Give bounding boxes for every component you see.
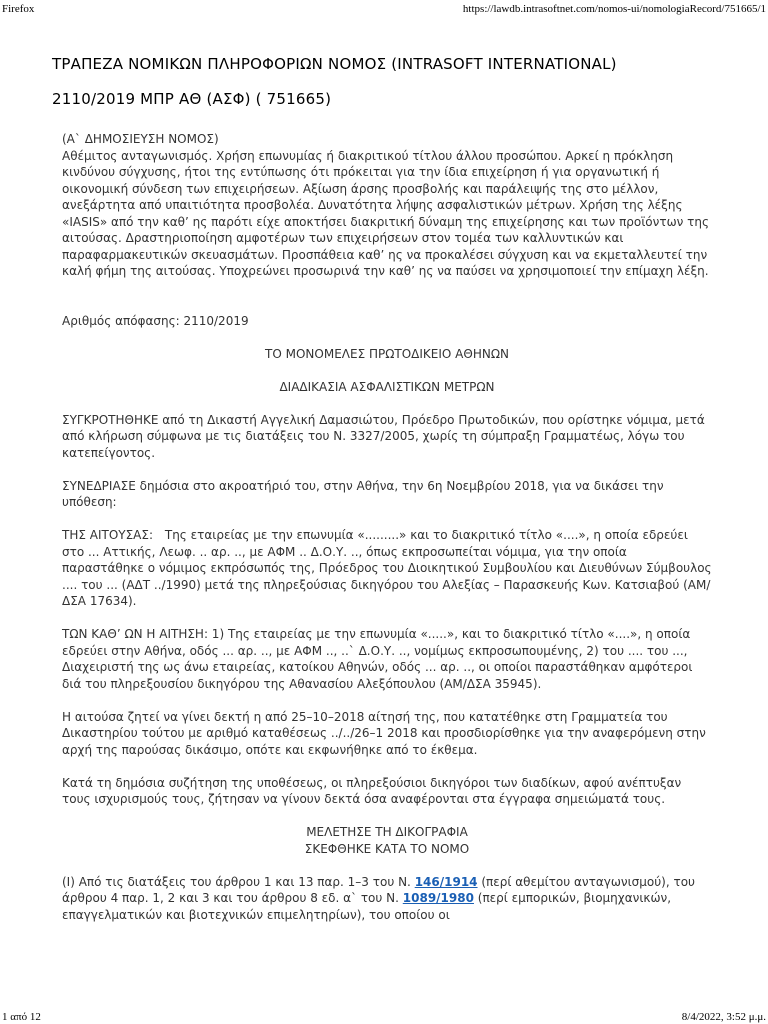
- respondents-paragraph: ΤΩΝ ΚΑΘ’ ΩΝ Η ΑΙΤΗΣΗ: 1) Της εταιρείας με την επωνυμία «.....», και το διακριτικό τίτλο «....», η οποία εδρεύει στην Αθήνα, οδός ... αρ. .., με ΑΦΜ .., ..` Δ.Ο.Υ. .., νομίμως εκπροσωπουμένης, 2) του .... του ..., Διαχειριστή της ως άνω εταιρείας, κατοίκου Αθηνών, οδός ... αρ. .., οι οποίοι παραστάθηκαν αμφότεροι διά του πληρεξουσίου δικηγόρου της Αθανασίου Αλεξόπουλου (ΑΜ/ΔΣΑ 35945).: [62, 627, 693, 691]
- summary-text: Αθέμιτος ανταγωνισμός. Χρήση επωνυμίας ή διακριτικού τίτλου άλλου προσώπου. Αρκεί η πρόκληση κινδύνου σύγχυσης, ήτοι της εντύπωσης ότι πρόκειται για την ίδια επιχείρηση ή για οργανωτική ή οικονομική σύνδεση των επιχειρήσεων. Αξίωση άρσης προσβολής και παράλειψής της στο μέλλον, ανεξάρτητα από υπαιτιότητα προσβολέα. Δυνατότητα λήψης ασφαλιστικών μέτρων. Χρήση της λέξης «IASIS» από την καθ’ ης παρότι είχε αποκτήσει διακριτική δύναμη της επιχείρησης και των προϊόντων της αιτούσας. Δραστηριοποίηση αμφοτέρων των επιχειρήσεων στον τομέα των καλλυντικών και παραφαρμακευτικών σκευασμάτων. Προσπάθεια καθ’ ης να προκαλέσει σύγχυση και να εκμεταλλευτεί την καλή φήμη της αιτούσας. Υποχρεώνει προσωρινά την καθ’ ης να παύσει να χρησιμοποιεί την επίμαχη λέξη.: [62, 148, 710, 278]
- database-title: ΤΡΑΠΕΖΑ ΝΟΜΙΚΩΝ ΠΛΗΡΟΦΟΡΙΩΝ ΝΟΜΟΣ (INTRASOFT INTERNATIONAL): [52, 55, 617, 73]
- law-146-1914-link[interactable]: 146/1914: [414, 874, 478, 889]
- applicant-paragraph: [62, 527, 712, 610]
- court-name: ΤΟ ΜΟΝΟΜΕΛΕΣ ΠΡΩΤΟΔΙΚΕΙΟ ΑΘΗΝΩΝ: [265, 346, 509, 361]
- page-counter: 1 από 12: [2, 1011, 41, 1023]
- document-body: [62, 131, 712, 940]
- legal-text-part: (περί αθεμίτου ανταγωνισμού), του άρθρου 4 παρ. 1, 2 και 3 και του άρθρου 8 εδ. α` του Ν.: [62, 874, 695, 905]
- browser-name: Firefox: [2, 3, 35, 15]
- considered-heading: ΣΚΕΦΘΗΚΕ ΚΑΤΑ ΤΟ ΝΟΜΟ: [304, 841, 470, 856]
- composition-paragraph: ΣΥΓΚΡΟΤΗΘΗΚΕ από τη Δικαστή Αγγελική Δαμασιώτου, Πρόεδρο Πρωτοδικών, που ορίστηκε νόμιμα, μετά από κλήρωση σύμφωνα με τις διατάξεις του Ν. 3327/2005, χωρίς τη σύμπραξη Γραμματέως, λόγω του κατεπείγοντος.: [62, 412, 705, 460]
- legal-text-part: (Ι) Από τις διατάξεις του άρθρου 1 και 13 παρ. 1–3 του Ν.: [62, 874, 415, 889]
- summary-block: [62, 131, 712, 280]
- request-paragraph: Η αιτούσα ζητεί να γίνει δεκτή η από 25–10–2018 αίτησή της, που κατατέθηκε στη Γραμματεία του Δικαστηρίου τούτου με αριθμό καταθέσεως ../../26–1 2018 και προσδιορίσθηκε για την αναφερόμενη στην αρχή της παρούσας δικάσιμο, οπότε και εκφωνήθηκε από το έκθεμα.: [62, 709, 706, 757]
- decision-number: Αριθμός απόφασης: 2110/2019: [62, 313, 249, 328]
- print-header: [0, 2, 768, 16]
- publication-note: (Α` ΔΗΜΟΣΙΕΥΣΗ ΝΟΜΟΣ): [62, 132, 219, 146]
- hearing-paragraph: Κατά τη δημόσια συζήτηση της υποθέσεως, οι πληρεξούσιοι δικηγόροι των διαδίκων, αφού ανέπτυξαν τους ισχυρισμούς τους, ζήτησαν να γίνουν δεκτά όσα αναφέρονται στα έγγραφα σημειώματά τους.: [62, 775, 682, 806]
- procedure-heading: ΔΙΑΔΙΚΑΣΙΑ ΑΣΦΑΛΙΣΤΙΚΩΝ ΜΕΤΡΩΝ: [279, 379, 495, 394]
- print-footer: [0, 1010, 768, 1024]
- deliberation-heading: [62, 824, 712, 857]
- page-url: https://lawdb.intrasoftnet.com/nomos-ui/nomologiaRecord/751665/1: [462, 3, 766, 15]
- session-paragraph: ΣΥΝΕΔΡΙΑΣΕ δημόσια στο ακροατήριό του, στην Αθήνα, την 6η Νοεμβρίου 2018, για να δικάσει την υπόθεση:: [62, 478, 664, 509]
- law-1089-1980-link[interactable]: 1089/1980: [402, 891, 474, 905]
- applicant-text: Της εταιρείας με την επωνυμία «.........» και το διακριτικό τίτλο «....», η οποία εδρεύει στο ... Αττικής, Λεωφ. .. αρ. .., με ΑΦΜ .. Δ.Ο.Υ. .., όπως εκπροσωπείται νόμιμα, για την οποία παραστάθηκε ο νόμιμος εκπρόσωπός της, Πρόεδρος του Διοικητικού Συμβουλίου και Διευθύνων Σύμβουλος .... του ... (ΑΔΤ ../1990) μετά της πληρεξούσιας δικηγόρου του Αλεξίας – Παρασκευής Κων. Κατσιαβού (ΑΜ/ΔΣΑ 17634).: [62, 528, 712, 608]
- print-datetime: 8/4/2022, 3:52 μ.μ.: [681, 1011, 766, 1023]
- decision-title: 2110/2019 ΜΠΡ ΑΘ (ΑΣΦ) ( 751665): [52, 90, 332, 108]
- studied-heading: ΜΕΛΕΤΗΣΕ ΤΗ ΔΙΚΟΓΡΑΦΙΑ: [306, 825, 468, 839]
- applicant-label: ΤΗΣ ΑΙΤΟΥΣΑΣ:: [62, 528, 154, 542]
- legal-text-part: (περί εμπορικών, βιομηχανικών, επαγγελματικών και βιοτεχνικών επιμελητηρίων), του οποίου οι: [62, 891, 672, 922]
- legal-paragraph-1: [62, 874, 712, 924]
